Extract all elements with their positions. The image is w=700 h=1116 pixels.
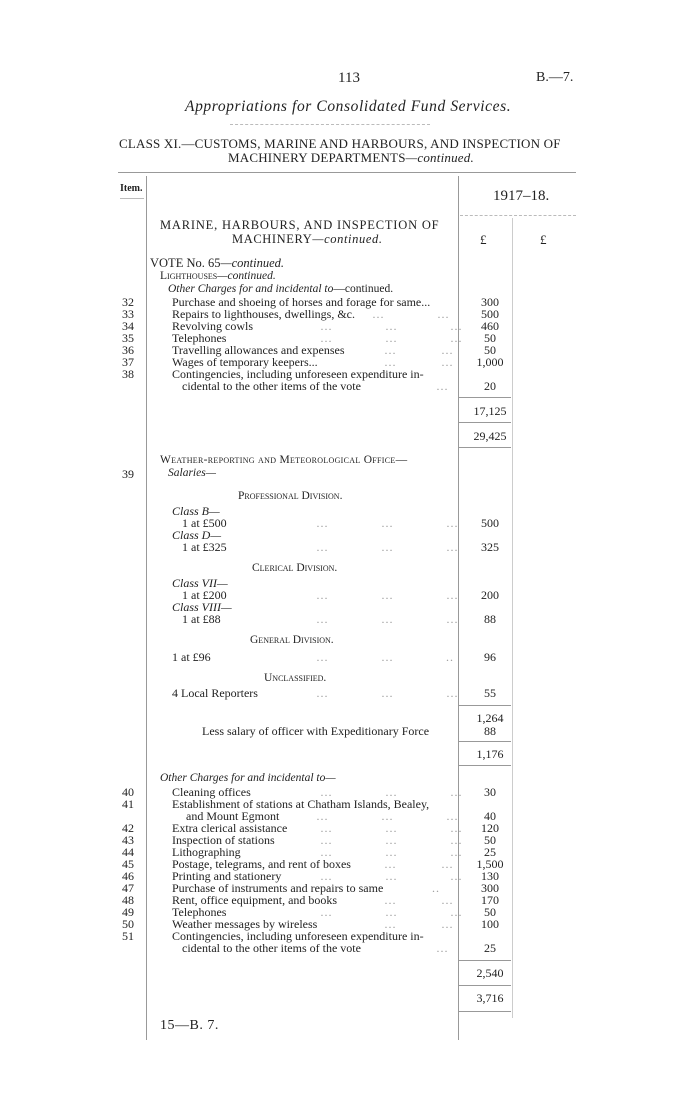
item-column-header: Item. (120, 183, 143, 194)
item-description: Purchase and shoeing of horses and forage for same... (172, 295, 431, 309)
item-number: 41 (122, 797, 134, 811)
weather-net-underline (459, 765, 511, 766)
item-description: Purchase of instruments and repairs to same (172, 881, 384, 895)
item-description: Telephones (172, 331, 227, 345)
class-d-label: Class D— (172, 528, 222, 542)
item-amount: 100 (481, 917, 499, 931)
item-description: Rent, office equipment, and books (172, 893, 338, 907)
item-number: 40 (122, 785, 134, 799)
other-charges-heading: Other Charges for and incidental to— (160, 772, 336, 784)
class-b-label: Class B— (172, 504, 220, 518)
item-number: 33 (122, 307, 134, 321)
department-heading-line2-main: MACHINERY (232, 232, 313, 246)
lighthouse-subtotal-rule (459, 397, 511, 398)
item-amount: 50 (484, 331, 496, 345)
class-heading-line2-suffix: —continued. (405, 150, 474, 165)
leader-dots: … … (384, 917, 454, 931)
leader-dots: … … … (320, 785, 463, 799)
item-amount: 40 (484, 809, 496, 823)
professional-division-heading: Professional Division. (238, 490, 343, 502)
lighthouse-total-rule (459, 422, 511, 423)
document-ref: B.—7. (536, 70, 574, 85)
item-number: 46 (122, 869, 134, 883)
department-heading-line1: MARINE, HARBOURS, AND INSPECTION OF (160, 218, 440, 232)
leader-dots: … … … (320, 869, 463, 883)
other-charges-subtotal-rule (459, 960, 511, 961)
lighthouse-other-charges-suffix: —continued. (333, 283, 394, 295)
item-amount: 500 (481, 307, 499, 321)
leader-dots: … (436, 941, 449, 955)
unclassified-amount: 55 (484, 686, 496, 700)
class-heading-line1: CLASS XI.—CUSTOMS, MARINE AND HARBOURS, AND INSPECTION OF (119, 136, 561, 151)
lighthouse-total: 29,425 (473, 429, 507, 443)
weather-item-number: 39 (122, 467, 134, 481)
less-salary-amount: 88 (484, 724, 496, 738)
item-description: Postage, telegrams, and rent of boxes (172, 857, 351, 871)
other-charges-total-underline (459, 1011, 511, 1012)
item-amount: 130 (481, 869, 499, 883)
leader-dots: … … … (320, 821, 463, 835)
item-number: 38 (122, 367, 134, 381)
item-description: Cleaning offices (172, 785, 251, 799)
leader-dots: … … … (316, 809, 459, 823)
salaries-label: Salaries— (168, 467, 216, 479)
clerical-division-heading: Clerical Division. (252, 562, 338, 574)
leader-dots: … … (384, 857, 454, 871)
other-charges-total-rule (459, 985, 511, 986)
class-viii-amount: 88 (484, 612, 496, 626)
item-number: 32 (122, 295, 134, 309)
item-description: Contingencies, including unforeseen expenditure in- (172, 929, 424, 943)
item-description: Telephones (172, 905, 227, 919)
footer-signature: 15—B. 7. (160, 1018, 219, 1033)
vote-label-main: VOTE No. 65 (150, 256, 221, 270)
other-charges-total: 3,716 (476, 991, 504, 1005)
class-b-detail: 1 at £500 (182, 516, 227, 530)
item-amount: 460 (481, 319, 499, 333)
leader-dots: … … … (316, 588, 459, 602)
leader-dots: … … … (316, 516, 459, 530)
item-description: Extra clerical assistance (172, 821, 288, 835)
general-detail: 1 at £96 (172, 650, 211, 664)
item-number: 45 (122, 857, 134, 871)
item-description: Revolving cowls (172, 319, 253, 333)
general-amount: 96 (484, 650, 496, 664)
lighthouse-subtotal: 17,125 (473, 404, 507, 418)
unclassified-detail: 4 Local Reporters (172, 686, 258, 700)
item-number: 35 (122, 331, 134, 345)
currency-left: £ (480, 232, 487, 247)
title-rule (230, 124, 430, 125)
lighthouses-heading-suffix: —continued. (217, 270, 276, 282)
weather-heading: Weather-reporting and Meteorological Office— (160, 454, 408, 466)
item-number: 50 (122, 917, 134, 931)
vote-label (150, 256, 284, 271)
currency-right: £ (540, 232, 547, 247)
class-b-amount: 500 (481, 516, 499, 530)
class-vii-amount: 200 (481, 588, 499, 602)
leader-dots: … … … (320, 319, 463, 333)
leader-dots: .. (432, 881, 440, 895)
item-description: Printing and stationery (172, 869, 282, 883)
item-description: Inspection of stations (172, 833, 275, 847)
item-number: 36 (122, 343, 134, 357)
less-salary-label: Less salary of officer with Expeditionary Force (202, 724, 430, 738)
class-viii-detail: 1 at £88 (182, 612, 221, 626)
page-number: 113 (338, 70, 360, 86)
item-amount: 1,000 (476, 355, 504, 369)
other-charges-subtotal: 2,540 (476, 966, 504, 980)
class-vii-label: Class VII— (172, 576, 228, 590)
general-division-heading: General Division. (250, 634, 334, 646)
item-description: Establishment of stations at Chatham Islands, Bealey, (172, 797, 430, 811)
item-number: 42 (122, 821, 134, 835)
item-number: 48 (122, 893, 134, 907)
leader-dots: … (436, 379, 449, 393)
weather-net: 1,176 (476, 747, 504, 761)
item-amount: 20 (484, 379, 496, 393)
item-description-continued: and Mount Egmont (186, 809, 280, 823)
item-amount: 300 (481, 881, 499, 895)
leader-dots: … … … (316, 540, 459, 554)
vote-label-suffix: —continued. (220, 256, 285, 270)
leader-dots: … … (384, 343, 454, 357)
item-description: Travelling allowances and expenses (172, 343, 345, 357)
item-amount: 300 (481, 295, 499, 309)
leader-dots: … … (372, 307, 450, 321)
leader-dots: … … … (320, 833, 463, 847)
leader-dots: … … … (320, 331, 463, 345)
item-number: 51 (122, 929, 134, 943)
leader-dots: … … … (320, 905, 463, 919)
class-heading-line2 (228, 150, 474, 166)
year-rule (460, 215, 576, 216)
leader-dots: … … .. (316, 650, 454, 664)
item-column-divider (146, 176, 147, 1040)
leader-dots: … … (384, 355, 454, 369)
item-number: 44 (122, 845, 134, 859)
item-number: 47 (122, 881, 134, 895)
weather-gross: 1,264 (476, 711, 504, 725)
item-amount: 50 (484, 833, 496, 847)
item-description-continued: cidental to the other items of the vote (182, 379, 361, 393)
item-amount: 120 (481, 821, 499, 835)
class-viii-label: Class VIII— (172, 600, 232, 614)
item-number: 49 (122, 905, 134, 919)
lighthouses-heading (160, 270, 276, 282)
item-number: 43 (122, 833, 134, 847)
item-amount: 50 (484, 905, 496, 919)
department-heading-line2 (232, 232, 383, 247)
weather-gross-rule (459, 705, 511, 706)
class-heading-line2-main: MACHINERY DEPARTMENTS (228, 150, 406, 165)
item-number: 37 (122, 355, 134, 369)
item-description: Weather messages by wireless (172, 917, 318, 931)
leader-dots: … … … (316, 686, 459, 700)
item-number: 34 (122, 319, 134, 333)
item-description: Contingencies, including unforeseen expenditure in- (172, 367, 424, 381)
class-vii-detail: 1 at £200 (182, 588, 227, 602)
item-description-continued: cidental to the other items of the vote (182, 941, 361, 955)
lighthouses-heading-main: Lighthouses (160, 270, 218, 282)
item-description: Wages of temporary keepers... (172, 355, 318, 369)
unclassified-heading: Unclassified. (264, 672, 327, 684)
class-d-amount: 325 (481, 540, 499, 554)
weather-net-rule (459, 741, 511, 742)
leader-dots: … … (384, 893, 454, 907)
item-amount: 1,500 (476, 857, 504, 871)
leader-dots: … … … (316, 612, 459, 626)
item-description: Repairs to lighthouses, dwellings, &c. (172, 307, 355, 321)
item-amount: 25 (484, 845, 496, 859)
item-description: Lithographing (172, 845, 241, 859)
item-amount: 30 (484, 785, 496, 799)
department-heading-line2-suffix: —continued. (312, 232, 383, 246)
class-d-detail: 1 at £325 (182, 540, 227, 554)
lighthouse-other-charges-heading (168, 283, 393, 295)
lighthouse-other-charges-italic: Other Charges for and incidental to (168, 283, 334, 295)
item-amount: 170 (481, 893, 499, 907)
item-amount: 50 (484, 343, 496, 357)
page-title: Appropriations for Consolidated Fund Services. (185, 98, 512, 115)
lighthouse-total-underline (459, 447, 511, 448)
item-amount: 25 (484, 941, 496, 955)
leader-dots: … … … (320, 845, 463, 859)
heading-rule (118, 172, 576, 173)
item-header-rule (120, 198, 144, 199)
year-header: 1917–18. (493, 188, 550, 204)
